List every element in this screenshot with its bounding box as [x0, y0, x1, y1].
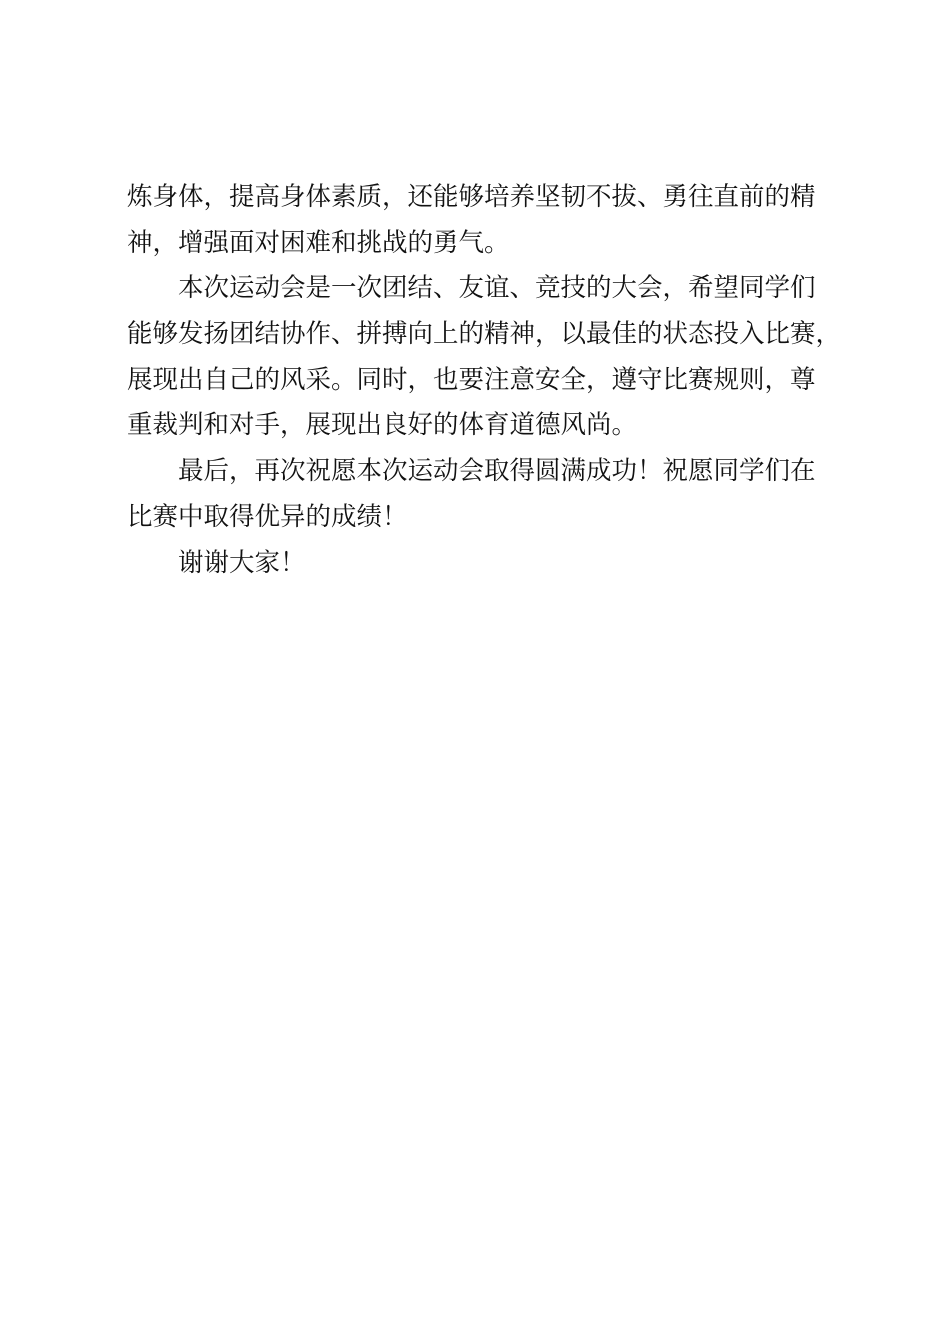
text-line: 炼身体，提高身体素质，还能够培养坚韧不拔、勇往直前的精 [127, 182, 816, 212]
text-line: 本次运动会是一次团结、友谊、竞技的大会，希望同学们 [178, 273, 816, 304]
paragraph-continuation [127, 175, 857, 266]
text-line: 最后，再次祝愿本次运动会取得圆满成功！祝愿同学们在 [178, 456, 816, 487]
text-line: 比赛中取得优异的成绩！ [127, 501, 408, 532]
paragraph-closing-wishes [127, 449, 857, 540]
text-line: 重裁判和对手，展现出良好的体育道德风尚。 [127, 410, 638, 441]
text-line: 谢谢大家！ [178, 547, 306, 578]
text-line: 能够发扬团结协作、拼搏向上的精神，以最佳的状态投入比赛， [127, 319, 842, 350]
text-line: 神，增强面对困难和挑战的勇气。 [127, 227, 510, 258]
paragraph-sports-meet [127, 266, 857, 449]
text-line: 展现出自己的风采。同时，也要注意安全，遵守比赛规则，尊 [127, 364, 816, 395]
document-body [127, 175, 857, 586]
paragraph-thanks [127, 541, 857, 587]
